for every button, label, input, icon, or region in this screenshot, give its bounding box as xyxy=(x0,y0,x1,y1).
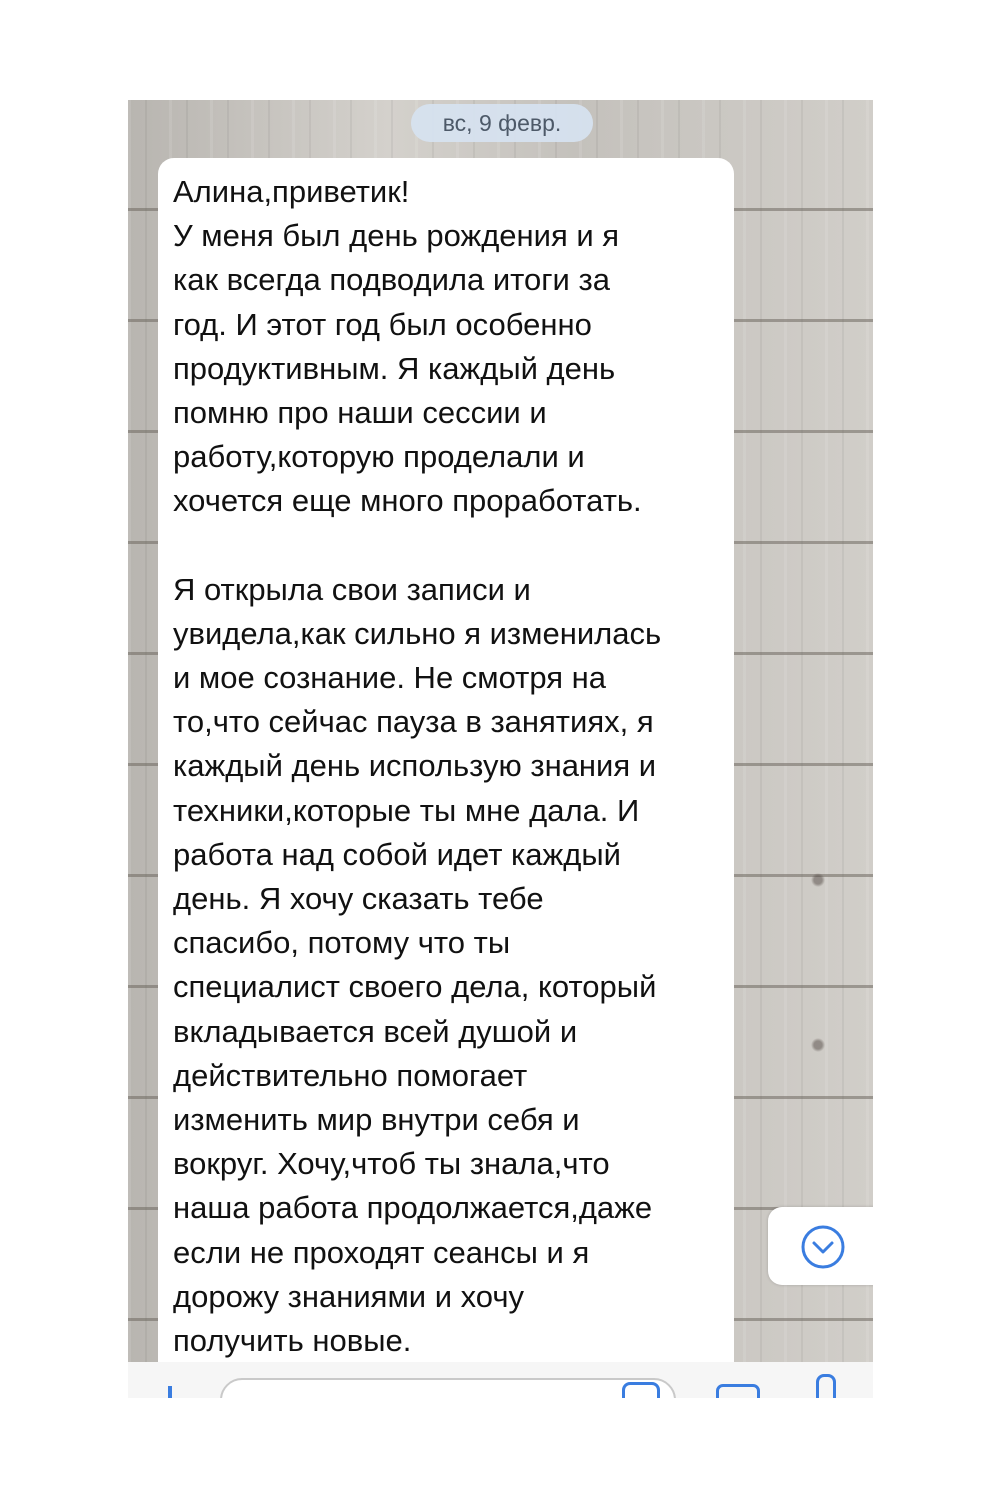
camera-icon[interactable] xyxy=(716,1384,760,1398)
message-line: вкладывается всей душой и xyxy=(173,1013,578,1049)
plus-icon[interactable] xyxy=(168,1386,172,1398)
chat-view xyxy=(128,100,873,1398)
message-line: Алина,приветик! xyxy=(173,174,410,209)
message-line: У меня был день рождения и я xyxy=(173,218,620,254)
message-line: вокруг. Хочу,чтоб ты знала,что xyxy=(173,1146,610,1182)
microphone-icon[interactable] xyxy=(816,1374,836,1398)
message-line: получить новые. xyxy=(173,1322,412,1358)
message-line: продуктивным. Я каждый день xyxy=(173,350,616,386)
incoming-message-bubble[interactable] xyxy=(158,158,734,1398)
message-line: наша работа продолжается,даже xyxy=(173,1190,653,1226)
message-line: увидела,как сильно я изменилась xyxy=(173,615,662,651)
message-line: год. И этот год был особенно xyxy=(173,306,592,342)
scroll-to-bottom-button[interactable] xyxy=(768,1207,873,1285)
message-line: изменить мир внутри себя и xyxy=(173,1101,580,1137)
message-line: то,что сейчас пауза в занятиях, я xyxy=(173,704,654,740)
message-line: как всегда подводила итоги за xyxy=(173,262,610,298)
date-separator: вс, 9 февр. xyxy=(411,104,593,142)
message-line xyxy=(173,524,720,568)
message-line: каждый день использую знания и xyxy=(173,748,657,784)
message-text xyxy=(158,158,734,1363)
message-line: работу,которую проделали и xyxy=(173,439,585,475)
message-line: работа над собой идет каждый xyxy=(173,836,621,872)
message-line: если не проходят сеансы и я xyxy=(173,1234,590,1270)
message-line: специалист своего дела, который xyxy=(173,969,657,1005)
message-line: техники,которые ты мне дала. И xyxy=(173,792,640,828)
message-line: действительно помогает xyxy=(173,1057,528,1093)
chevron-down-circle-icon xyxy=(800,1224,846,1270)
message-input-bar xyxy=(128,1362,873,1398)
message-line: помню про наши сессии и xyxy=(173,394,547,430)
message-line: спасибо, потому что ты xyxy=(173,925,511,961)
message-input[interactable] xyxy=(220,1378,676,1398)
message-line: день. Я хочу сказать тебе xyxy=(173,881,544,916)
message-line: Я открыла свои записи и xyxy=(173,571,531,607)
message-line: дорожу знаниями и хочу xyxy=(173,1278,524,1314)
sticker-icon[interactable] xyxy=(622,1382,660,1398)
message-line: и мое сознание. Не смотря на xyxy=(173,660,607,696)
message-line: хочется еще много проработать. xyxy=(173,483,642,519)
